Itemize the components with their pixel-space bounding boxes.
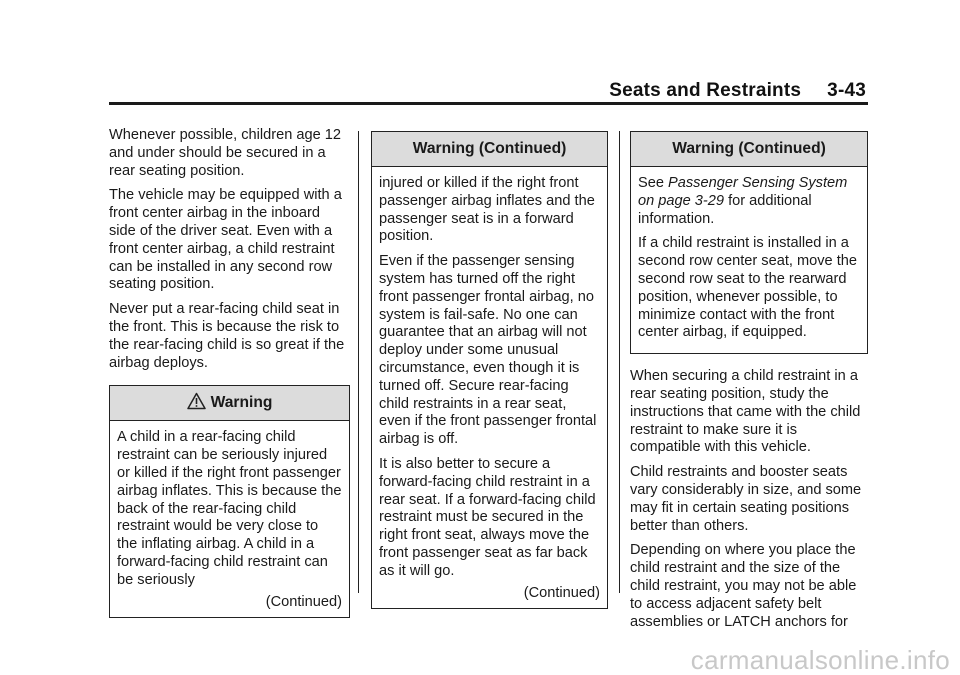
page-header	[609, 82, 866, 100]
column-3	[630, 131, 868, 638]
warning-box-continued	[630, 131, 868, 354]
warning-text: It is also better to secure a forward-facing child restraint in a rear seat. If a forward-facing child restraint must be secured in the right front seat, always move the front passenger seat as far back as it will go.	[379, 455, 596, 579]
warning-header: Warning (Continued)	[372, 132, 607, 167]
warning-header: Warning (Continued)	[631, 132, 867, 167]
cross-reference-link[interactable]: Passenger Sensing System on page 3-29	[638, 175, 848, 209]
warning-triangle-icon	[187, 389, 206, 423]
paragraph: Depending on where you place the child restraint and the size of the child restraint, you may not be able to access adjacent safety belt assemblies or LATCH anchors for	[630, 542, 857, 630]
warning-text: A child in a rear-facing child restraint can be seriously injured or killed if the right front passenger airbag inflates. This is because the back of the rear-facing child restraint would be very close to the inflating airbag. A child in a forward-facing child restraint can be seriously	[117, 429, 342, 588]
warning-text: If a child restraint is installed in a second row center seat, move the second row seat to the rearward position, whenever possible, to minimize contact with the front center airbag, if equipped.	[638, 235, 858, 341]
column-1	[109, 127, 350, 618]
warning-text	[638, 175, 860, 228]
see-suffix: for additional information.	[638, 192, 812, 227]
section-title: Seats and Restraints	[609, 80, 802, 101]
column-divider	[358, 131, 359, 593]
paragraph: When securing a child restraint in a rear seating position, study the instructions that came with the child restraint to make sure it is compatible with this vehicle.	[630, 368, 861, 456]
warning-box	[109, 385, 350, 618]
see-prefix: See	[638, 175, 669, 191]
warning-text: Even if the passenger sensing system has turned off the right front passenger frontal airbag, no system is fail-safe. No one can guarantee that an airbag will not deploy under some unusual circumstance, even though it is turned off. Secure rear-facing child restraints in a rear seat, even if the front passenger frontal airbag is off.	[379, 253, 597, 448]
paragraph: Child restraints and booster seats vary considerably in size, and some may fit in certain seating positions better than others.	[630, 464, 862, 534]
paragraph: Never put a rear-facing child seat in the front. This is because the risk to the rear-facing child is so great if the airbag deploys.	[109, 301, 345, 371]
warning-header	[110, 386, 349, 421]
column-divider	[619, 131, 620, 593]
warning-title: Warning	[210, 394, 273, 412]
warning-box-continued	[371, 131, 608, 609]
warning-text: injured or killed if the right front passenger airbag inflates and the passenger seat is in a forward position.	[379, 175, 595, 245]
column-2	[371, 131, 608, 609]
watermark: carmanualsonline.info	[690, 645, 950, 675]
continued-label: (Continued)	[265, 593, 342, 610]
page-number: 3-43	[827, 80, 866, 101]
continued-label: (Continued)	[523, 584, 600, 601]
header-rule	[109, 102, 868, 105]
paragraph: The vehicle may be equipped with a front center airbag in the inboard side of the driver seat. Even with a front center airbag, a child restraint can be installed in any second row seating position.	[109, 187, 342, 293]
paragraph: Whenever possible, children age 12 and under should be secured in a rear seating position.	[109, 127, 342, 179]
